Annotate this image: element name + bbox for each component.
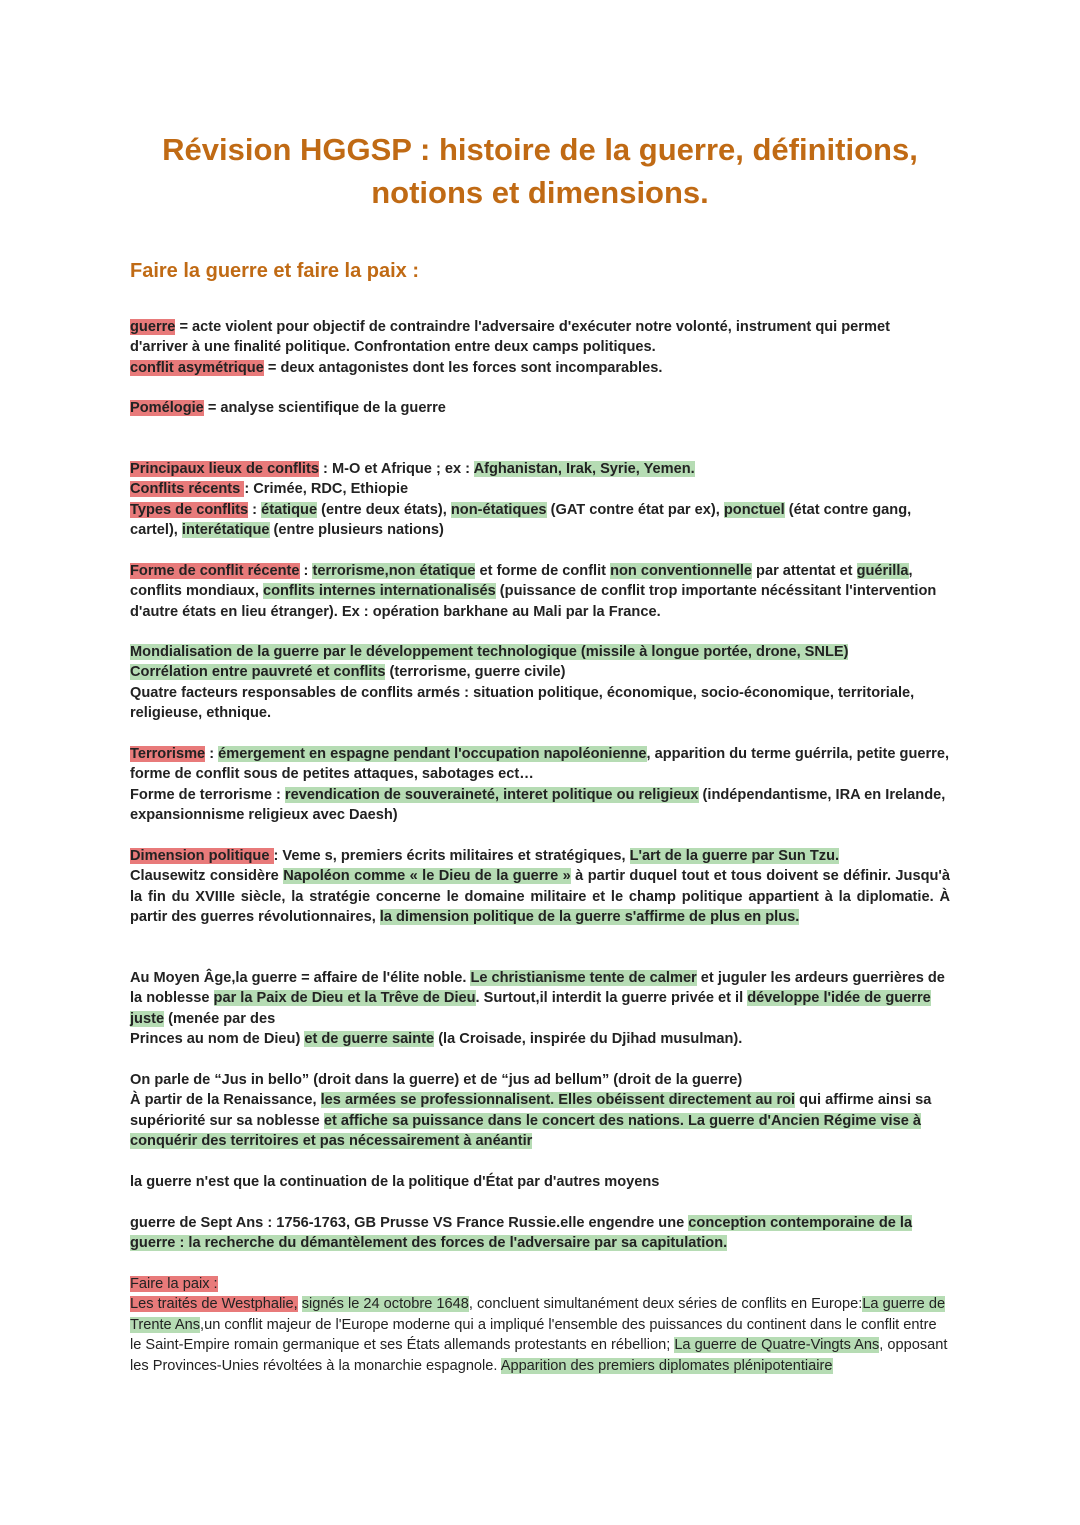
text-highlight-green: Afghanistan, Irak, Syrie, Yemen.: [473, 461, 695, 477]
text-highlight-green: guérilla: [856, 563, 909, 579]
text-segment: :: [248, 501, 262, 518]
text-highlight-green: étatique: [261, 501, 318, 518]
text-highlight-green: par la Paix de Dieu et la Trêve de Dieu: [213, 990, 476, 1007]
text-segment: On parle de “Jus in bello” (droit dans la guerre) et de “jus ad bellum” (droit de la guerre): [130, 1072, 743, 1088]
text-segment: (état contre gang, cartel),: [130, 501, 912, 539]
paragraph-continuation-politique: [130, 1172, 950, 1192]
text-segment: et forme de conflit: [475, 563, 611, 579]
text-segment: = analyse scientifique de la guerre: [203, 400, 446, 416]
text-segment: : Crimée, RDC, Ethiopie: [244, 481, 409, 498]
text-highlight-green: L'art de la guerre par Sun Tzu.: [629, 848, 840, 864]
text-segment: (GAT contre état par ex),: [546, 501, 724, 518]
text-segment: par attentat et: [751, 563, 857, 579]
text-highlight-green: interétatique: [181, 522, 270, 539]
text-segment: (menée par des: [164, 1010, 276, 1027]
text-highlight-green: revendication de souveraineté, interet politique ou religieux: [284, 786, 699, 803]
term-highlight-red: conflit asymétrique: [130, 359, 264, 376]
text-segment: ,un conflit majeur de l'Europe moderne qui a impliqué l'ensemble des puissances du continent dans le conflit entre le Saint-Empire romain germanique et ses États allemands protestants en rébellion;: [130, 1316, 937, 1354]
text-segment: = acte violent pour objectif de contraindre l'adversaire d'exécuter notre volonté, instrument qui permet d'arriver à une finalité politique. Confrontation entre deux camps politiques.: [130, 319, 890, 356]
text-segment: = deux antagonistes dont les forces sont incomparables.: [263, 359, 663, 376]
term-highlight-red: Faire la paix :: [130, 1276, 218, 1292]
text-segment: Clausewitz considère: [130, 868, 284, 885]
paragraph-faire-la-paix: [130, 1274, 950, 1376]
text-segment: Forme de terrorisme :: [130, 786, 285, 803]
text-highlight-green: Napoléon comme « le Dieu de la guerre »: [283, 868, 571, 885]
text-segment: à partir duquel tout et tous doivent se définir. Jusqu'à la fin du XVIIIe siècle, la stratégie concerne le domaine militaire et le champ politique appartient à la diplomatie. À partir des guerres révolutionnaires,: [130, 868, 950, 926]
paragraph-moyen-age: [130, 968, 950, 1050]
section-heading: Faire la guerre et faire la paix :: [130, 260, 420, 282]
page-title-line2: notions et dimensions.: [371, 175, 709, 210]
paragraph-terrorisme: [130, 744, 950, 826]
text-highlight-green: Apparition des premiers diplomates plénipotentiaire: [500, 1357, 833, 1374]
term-highlight-red: Conflits récents: [130, 481, 245, 498]
text-highlight-green: La guerre de Trente Ans: [130, 1296, 946, 1333]
page-title: [0, 128, 1080, 214]
text-segment: Quatre facteurs responsables de conflits armés : situation politique, économique, socio-économique, territoriale, religieuse, ethnique.: [130, 684, 915, 722]
term-highlight-red: Dimension politique: [130, 848, 274, 864]
text-segment: :: [205, 746, 219, 762]
text-highlight-green: Le christianisme tente de calmer: [470, 970, 697, 986]
text-segment: et juguler les ardeurs guerrières de la noblesse: [130, 970, 945, 1007]
text-segment: (indépendantisme, IRA en Irelande, expansionnisme religieux avec Daesh): [130, 786, 946, 824]
paragraph-definitions-guerre: [130, 317, 950, 378]
text-highlight-green: non-étatiques: [450, 501, 547, 518]
page-title-line1: Révision HGGSP : histoire de la guerre, définitions,: [162, 132, 918, 167]
text-segment: , apparition du terme guérrila, petite guerre, forme de conflit sous de petites attaques, sabotages ect…: [130, 746, 950, 783]
text-segment: (puissance de conflit trop importante nécéssitant l'intervention d'autre états en lieu étranger). Ex : opération barkhane au Mali par la France.: [130, 583, 937, 620]
term-highlight-red: Forme de conflit récente: [130, 563, 300, 579]
text-highlight-green: La guerre de Quatre-Vingts Ans: [674, 1337, 880, 1354]
term-highlight-red: Types de conflits: [130, 501, 249, 518]
text-highlight-green: non conventionnelle: [610, 563, 752, 579]
paragraph-mondialisation: [130, 642, 950, 724]
text-segment: , conflits mondiaux,: [130, 563, 913, 600]
paragraph-polemologie: [130, 398, 950, 418]
text-highlight-green: les armées se professionnalisent. Elles obéissent directement au roi: [320, 1092, 796, 1109]
text-segment: qui affirme ainsi sa supériorité sur sa noblesse: [130, 1092, 932, 1129]
term-highlight-red: Les traités de Westphalie,: [130, 1296, 298, 1313]
text-highlight-green: et de guerre sainte: [304, 1031, 435, 1048]
text-highlight-green: émergement en espagne pendant l'occupation napoléonienne: [218, 746, 647, 762]
term-highlight-red: guerre: [130, 319, 176, 335]
text-highlight-green: conflits internes internationalisés: [262, 583, 496, 600]
text-highlight-green: conception contemporaine de la guerre : la recherche du démantèlement des forces de l'adversaire par sa capitulation.: [130, 1215, 913, 1252]
paragraph-lieux-types-conflits: [130, 459, 950, 541]
paragraph-dimension-politique: [130, 846, 950, 928]
paragraph-guerre-sept-ans: [130, 1213, 950, 1254]
text-segment: À partir de la Renaissance,: [130, 1092, 321, 1109]
paragraph-jus-in-bello: [130, 1070, 950, 1152]
paragraph-forme-conflit-recente: [130, 561, 950, 622]
term-highlight-red: Terrorisme: [130, 746, 206, 762]
text-segment: Princes au nom de Dieu): [130, 1031, 305, 1048]
text-segment: :: [299, 563, 313, 579]
text-segment: (terrorisme, guerre civile): [385, 664, 566, 681]
text-segment: : M-O et Afrique ; ex :: [318, 461, 474, 477]
text-segment: Au Moyen Âge,la guerre = affaire de l'élite noble.: [130, 970, 471, 986]
text-highlight-green: Mondialisation de la guerre par le développement technologique (missile à longue portée, drone, SNLE): [130, 644, 849, 660]
text-highlight-green: la dimension politique de la guerre s'affirme de plus en plus.: [379, 909, 800, 926]
text-highlight-green: ponctuel: [723, 501, 785, 518]
text-highlight-green: signés le 24 octobre 1648: [301, 1296, 469, 1313]
text-segment: (entre deux états),: [317, 501, 451, 518]
text-segment: (la Croisade, inspirée du Djihad musulman).: [434, 1031, 743, 1048]
text-segment: guerre de Sept Ans : 1756-1763, GB Prusse VS France Russie.elle engendre une: [130, 1215, 689, 1231]
text-highlight-green: Corrélation entre pauvreté et conflits: [130, 664, 386, 681]
term-highlight-red: Principaux lieux de conflits: [130, 461, 319, 477]
text-highlight-green: terrorisme,non étatique: [312, 563, 476, 579]
text-segment: , opposant les Provinces-Unies révoltées à la monarchie espagnole.: [130, 1337, 948, 1374]
text-highlight-green: et affiche sa puissance dans le concert des nations. La guerre d'Ancien Régime vise à conquérir des territoires et pas nécessairement à anéantir: [130, 1112, 922, 1150]
text-segment: la guerre n'est que la continuation de la politique d'État par d'autres moyens: [130, 1174, 660, 1190]
text-segment: : Veme s, premiers écrits militaires et stratégiques,: [273, 848, 630, 864]
term-highlight-red: Pomélogie: [130, 400, 204, 416]
text-segment: . Surtout,il interdit la guerre privée et il: [475, 990, 748, 1007]
text-highlight-green: développe l'idée de guerre juste: [130, 990, 931, 1027]
text-segment: , concluent simultanément deux séries de conflits en Europe:: [468, 1296, 863, 1313]
text-segment: (entre plusieurs nations): [269, 522, 444, 539]
